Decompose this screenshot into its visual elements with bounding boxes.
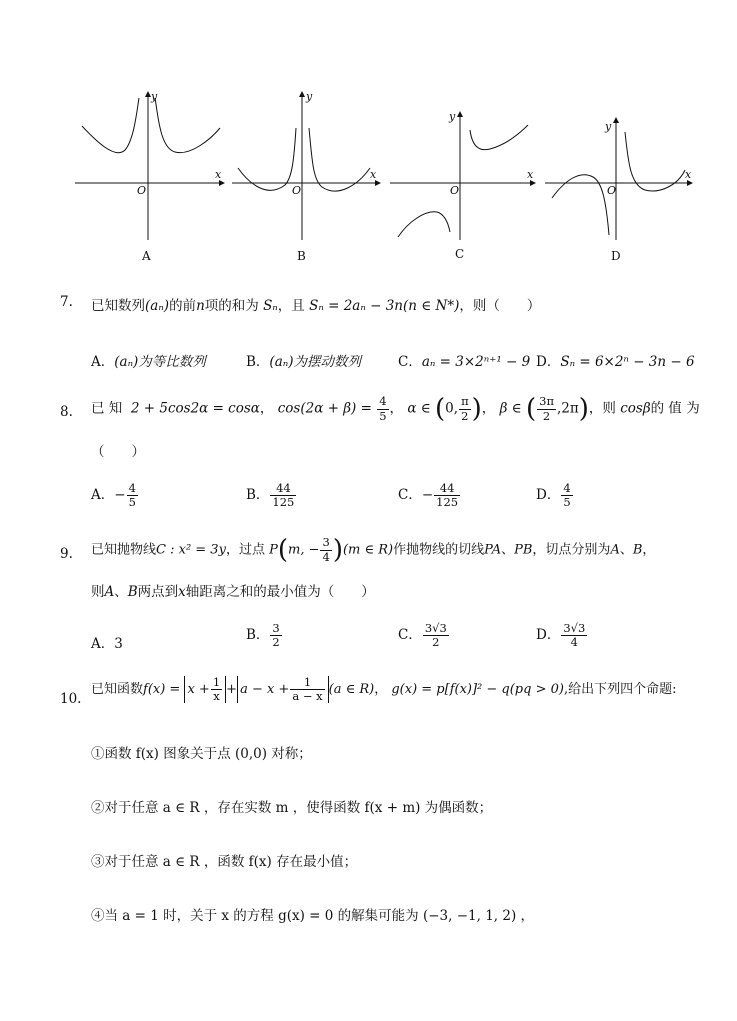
q7-option-a[interactable]: A．(aₙ)为等比数列 (91, 354, 206, 370)
origin-label-d: O (607, 184, 617, 197)
q7-text-a: 已知数列 (91, 298, 145, 314)
question-9-line-1: 已知抛物线C : x² = 3y，过点 P(m, − $\frac{3}{4}$ )(m ∈ R)作抛物线的切线PA、PB，切点分别为A、B， (91, 535, 656, 565)
q7-sn: Sₙ (263, 298, 278, 314)
q10-proposition-1: ①函数 f(x) 图象关于点 (0,0) 对称； (91, 746, 312, 762)
graph-label-a: A (142, 249, 151, 263)
axis-y-label-b: y (306, 90, 313, 103)
q9-parabola: C : x² = 3y (156, 542, 226, 558)
q8-frac-3pi-2: $\frac{3\pi}{2}$ (539, 394, 554, 423)
question-9-number: 9. (60, 546, 73, 562)
origin-label-a: O (137, 184, 147, 197)
q10-proposition-4: ④当 a = 1 时，关于 x 的方程 g(x) = 0 的解集可能为 (−3, −1, 1, 2) ， (91, 908, 535, 924)
q7-text-c: 项的和为 (204, 298, 259, 314)
axis-y-label-a: y (151, 90, 158, 103)
function-graphs (0, 0, 737, 270)
q7-option-b[interactable]: B．(aₙ)为摆动数列 (246, 354, 361, 370)
q7-seq: (aₙ) (145, 298, 170, 314)
q8-option-c[interactable]: C．− $\frac{44}{125}$ (398, 481, 459, 510)
question-8-number: 8. (60, 404, 73, 420)
q8-eq2: cos(2α + β) = (277, 400, 372, 417)
q7-text-d: ，且 (277, 298, 305, 314)
axis-x-label-c: x (527, 168, 534, 181)
graph-b (232, 92, 380, 240)
graph-d (545, 118, 692, 240)
q8-alpha-range: α ∈ (407, 400, 431, 417)
graph-c (390, 112, 535, 240)
q9-option-c[interactable]: C． $\frac{3√3}{2}$ (398, 621, 447, 650)
q8-frac-pi-2: $\frac{\pi}{2}$ (461, 394, 469, 423)
axis-x-label-d: x (685, 168, 692, 181)
q8-cosb: cosβ (620, 400, 651, 417)
q8-beta-range: β ∈ (499, 400, 522, 417)
question-7-number: 7. (60, 294, 73, 310)
q10-proposition-2: ②对于任意 a ∈ R ，存在实数 m ，使得函数 f(x + m) 为偶函数； (91, 800, 493, 816)
q7-option-c[interactable]: C．aₙ = 3×2ⁿ⁺¹ − 9 (398, 354, 531, 370)
origin-label-c: O (450, 184, 460, 197)
axis-y-label-c: y (449, 110, 456, 123)
q7-formula: Sₙ = 2aₙ − 3n(n ∈ N*) (309, 298, 460, 314)
q8-text-a: 已 知 (91, 400, 123, 417)
graph-a (75, 92, 224, 240)
graph-label-c: C (455, 247, 465, 261)
graph-label-d: D (611, 249, 621, 263)
q7-option-d[interactable]: D．Sₙ = 6×2ⁿ − 3n − 6 (536, 354, 695, 370)
q9-option-d[interactable]: D． $\frac{3√3}{4}$ (536, 621, 586, 650)
question-9-line-2: 则A、B两点到x轴距离之和的最小值为（ ） (91, 584, 375, 600)
q9-option-b[interactable]: B． $\frac{3}{2}$ (246, 621, 280, 650)
axis-x-label-b: x (370, 168, 377, 181)
q7-text-e: ，则（ ） (459, 298, 541, 314)
q8-paren: （ ） (91, 444, 145, 460)
q8-eq1: 2 + 5cos2α = cosα (130, 400, 260, 417)
q10-proposition-3: ③对于任意 a ∈ R ，函数 f(x) 存在最小值； (91, 854, 358, 870)
q8-option-a[interactable]: A．− $\frac{4}{5}$ (91, 481, 136, 510)
question-10-stem: 已知函数f(x) = x + $\frac{1}{x}$ + a − x + $\frac{1}{a - x}$ (a ∈ R)， g(x) = p[f(x)]² − q(pq > 0),给出下列四个命题: (91, 675, 677, 704)
question-10-number: 10. (60, 691, 82, 707)
axis-x-label-a: x (215, 168, 222, 181)
axis-letters (137, 90, 692, 197)
q8-option-d[interactable]: D． $\frac{4}{5}$ (536, 481, 571, 510)
q8-option-b[interactable]: B． $\frac{44}{125}$ (246, 481, 295, 510)
q8-frac-4-5: $\frac{4}{5}$ (379, 394, 387, 423)
question-7-stem (91, 294, 540, 314)
graph-label-b: B (297, 249, 306, 263)
q9-frac-3-4: $\frac{3}{4}$ (322, 535, 330, 564)
q7-text-b: 的前 (169, 298, 197, 314)
q9-option-a[interactable]: A．3 (91, 636, 123, 652)
origin-label-b: O (292, 184, 302, 197)
question-8-stem: 已 知 2 + 5cos2α = cosα， cos(2α + β) = $\frac{4}{5}$ ， α ∈ (0, $\frac{\pi}{2}$ )， β ∈ ( $\frac{3\pi}{2}$ ,2π)，则 cosβ的 值 为 (91, 394, 700, 424)
axis-y-label-d: y (605, 120, 612, 133)
q7-n: n (196, 298, 205, 314)
